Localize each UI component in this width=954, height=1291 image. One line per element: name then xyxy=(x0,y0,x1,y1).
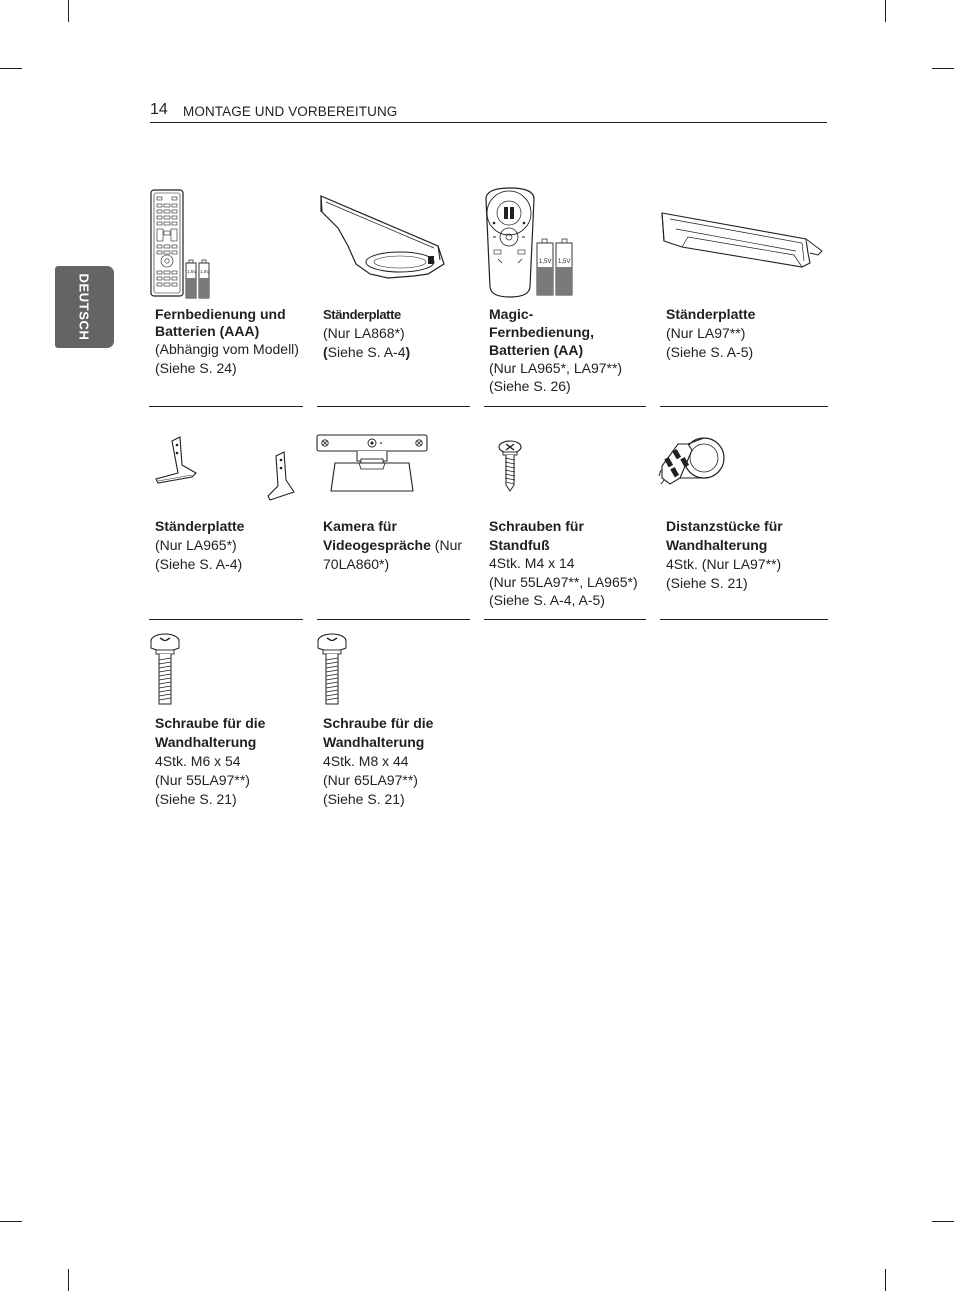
item-title: Wandhalterung xyxy=(666,537,768,553)
item-detail: 4Stk. M4 x 14 xyxy=(489,555,575,571)
divider xyxy=(317,619,470,620)
item-caption xyxy=(666,305,755,362)
item-detail: (Nur LA965*) xyxy=(155,537,237,553)
page-number: 14 xyxy=(150,101,168,118)
divider xyxy=(317,406,470,407)
item-detail: (Abhängig vom Modell) xyxy=(155,341,299,357)
battery-label: 1,5V xyxy=(558,259,571,265)
item-caption xyxy=(323,305,410,362)
paren: ( xyxy=(323,344,328,360)
item-caption xyxy=(489,517,638,610)
aaa-batteries-icon xyxy=(185,260,211,300)
remote-control-icon xyxy=(150,189,186,299)
item-title: Ständerplatte xyxy=(323,307,401,322)
item-title: Wandhalterung xyxy=(323,734,425,750)
item-title-suffix: (Nur xyxy=(430,537,463,553)
item-detail-see xyxy=(323,343,410,362)
item-title: Schraube für die xyxy=(323,715,434,731)
battery-label: 1,5V xyxy=(200,269,210,274)
battery-label: 1,5V xyxy=(539,259,552,265)
divider xyxy=(484,619,646,620)
stand-plate-icon xyxy=(318,194,448,284)
item-detail: 4Stk. M6 x 54 xyxy=(155,753,241,769)
item-title: Batterien (AAA) xyxy=(155,323,260,339)
item-caption xyxy=(323,714,433,809)
aa-batteries-icon xyxy=(536,239,574,297)
divider xyxy=(660,406,828,407)
crop-mark xyxy=(0,68,22,69)
paren: ) xyxy=(405,344,411,360)
see-text: Siehe S. A-4 xyxy=(327,344,406,360)
item-detail: (Siehe S. A-4) xyxy=(155,556,243,572)
camera-icon xyxy=(315,433,431,497)
language-tab xyxy=(55,266,114,348)
item-title: Videogespräche xyxy=(323,537,431,553)
item-title: Magic- xyxy=(489,306,534,322)
item-detail: (Siehe S. 21) xyxy=(155,791,237,807)
item-detail: (Siehe S. 21) xyxy=(666,575,748,591)
item-detail: 70LA860*) xyxy=(323,556,390,572)
item-title: Batterien (AA) xyxy=(489,342,584,358)
item-caption xyxy=(155,305,299,378)
item-detail: (Siehe S. 24) xyxy=(155,360,237,376)
item-title: Fernbedienung, xyxy=(489,324,594,340)
crop-mark xyxy=(68,1269,69,1291)
item-title: Ständerplatte xyxy=(155,518,245,534)
crop-mark xyxy=(0,1221,22,1222)
stand-leg-icon xyxy=(154,435,200,487)
divider xyxy=(484,406,646,407)
magic-remote-icon xyxy=(482,187,538,299)
screw-icon xyxy=(496,439,524,493)
crop-mark xyxy=(932,1221,954,1222)
item-detail: (Nur LA97**) xyxy=(666,325,746,341)
divider xyxy=(149,619,303,620)
item-title: Schraube für die xyxy=(155,715,266,731)
item-detail: 4Stk. M8 x 44 xyxy=(323,753,409,769)
item-title: Standfuß xyxy=(489,536,550,553)
item-detail: 4Stk. (Nur LA97**) xyxy=(666,556,782,572)
screw-icon xyxy=(315,632,349,708)
item-detail: (Nur 55LA97**, LA965*) xyxy=(489,573,638,590)
page-header xyxy=(150,101,827,123)
item-detail: (Siehe S. A-5) xyxy=(666,344,754,360)
crop-mark xyxy=(885,0,886,22)
item-title: Fernbedienung und xyxy=(155,306,286,322)
stand-plate-icon xyxy=(658,211,824,271)
language-tab-label: DEUTSCH xyxy=(76,273,92,341)
item-title: Ständerplatte xyxy=(666,306,756,322)
item-caption xyxy=(155,714,265,809)
crop-mark xyxy=(885,1269,886,1291)
spacer-icon xyxy=(658,434,730,494)
battery-label: 1,5V xyxy=(187,269,197,274)
item-caption xyxy=(666,517,783,593)
item-detail: (Siehe S. 26) xyxy=(489,378,571,394)
divider xyxy=(660,619,828,620)
item-detail: (Siehe S. 21) xyxy=(323,791,405,807)
item-detail: (Siehe S. A-4, A-5) xyxy=(489,592,605,608)
item-detail: (Nur LA965*, LA97**) xyxy=(489,360,623,376)
item-detail: (Nur LA868*) xyxy=(323,325,405,341)
item-title: Schrauben für xyxy=(489,518,584,534)
screw-icon xyxy=(148,632,182,708)
item-caption xyxy=(323,517,462,574)
section-title: MONTAGE UND VORBEREITUNG xyxy=(183,104,398,119)
item-detail: (Nur 65LA97**) xyxy=(323,772,418,788)
item-caption xyxy=(489,305,622,395)
crop-mark xyxy=(68,0,69,22)
stand-leg-icon xyxy=(264,450,296,502)
item-caption xyxy=(155,517,244,574)
item-title: Distanzstücke für xyxy=(666,518,783,534)
item-title: Kamera für xyxy=(323,518,397,534)
item-detail: (Nur 55LA97**) xyxy=(155,772,250,788)
divider xyxy=(149,406,303,407)
crop-mark xyxy=(932,68,954,69)
item-title: Wandhalterung xyxy=(155,734,257,750)
